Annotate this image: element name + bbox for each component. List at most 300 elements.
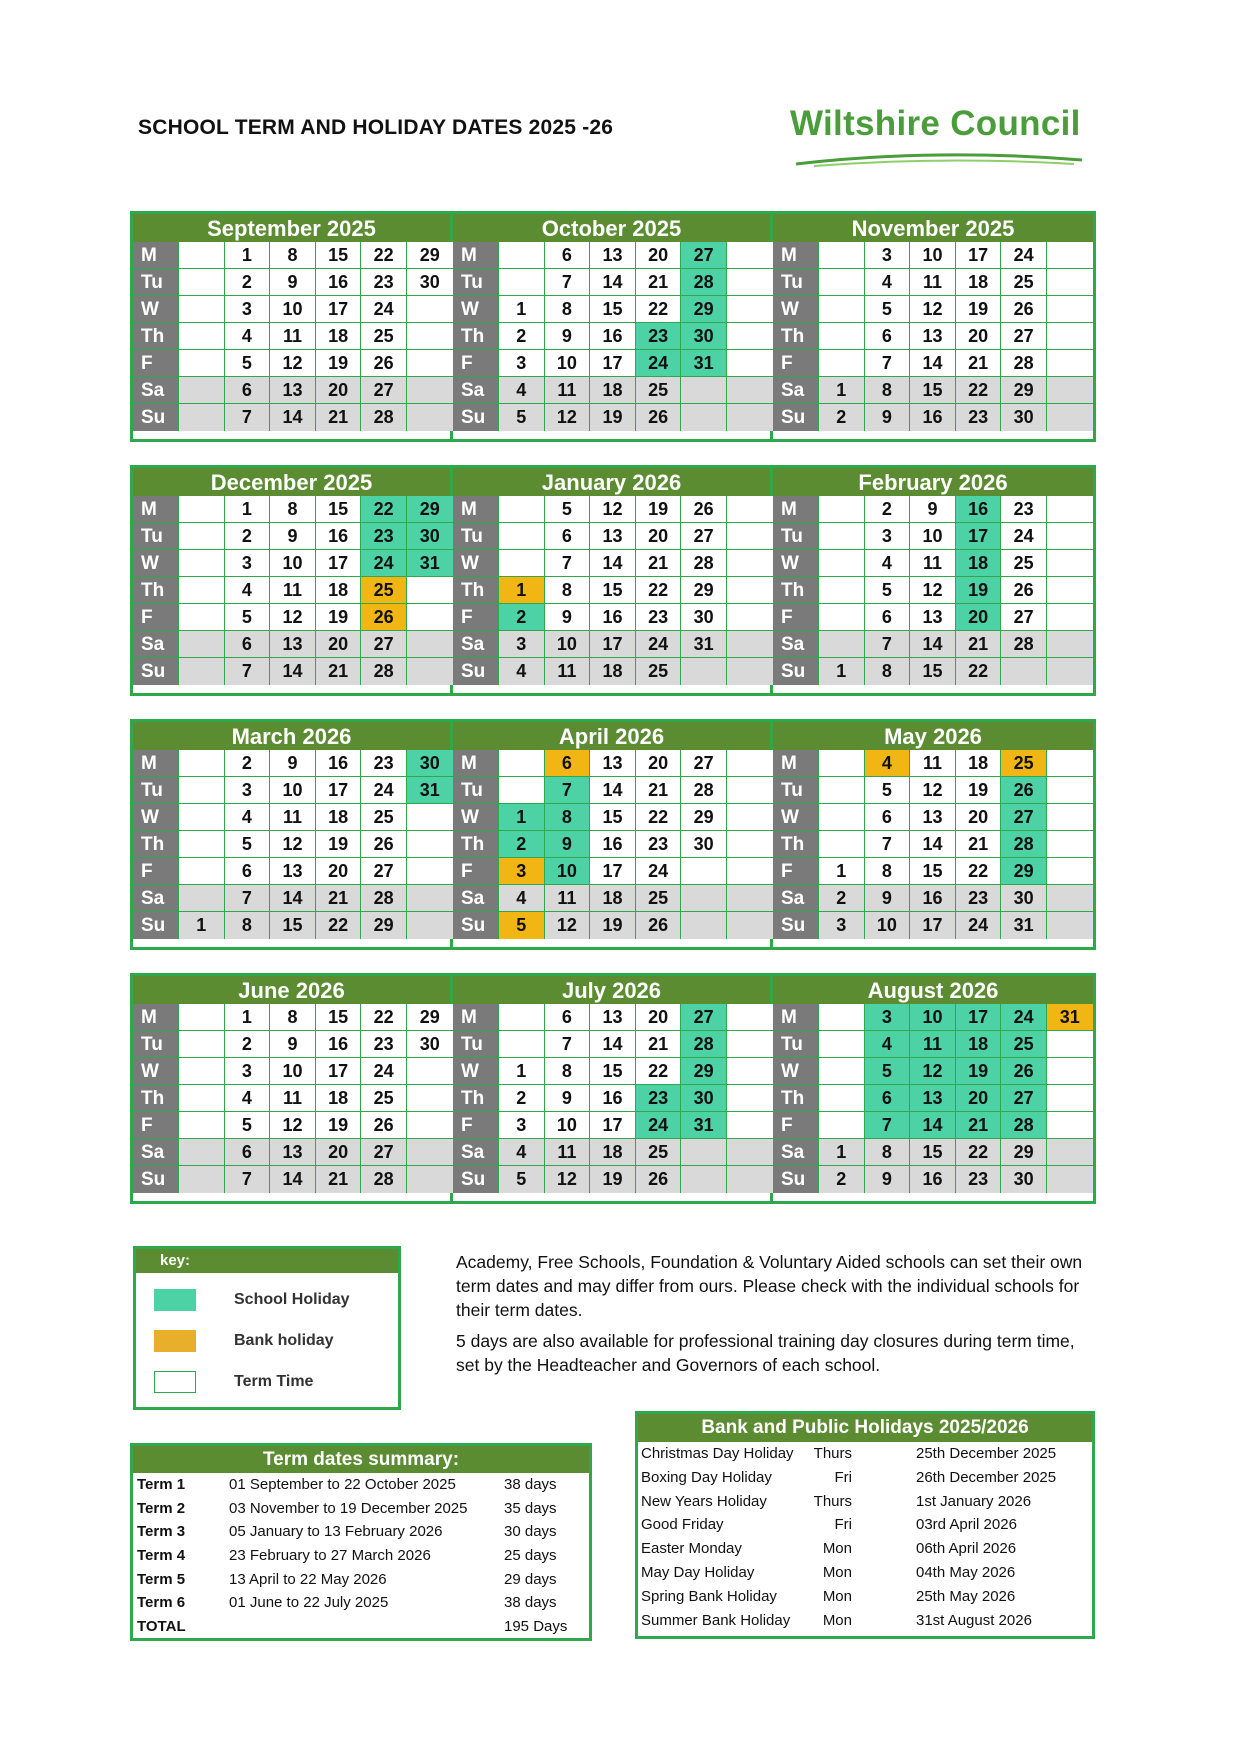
holiday-day: Mon [822,1611,852,1629]
date-cell: 20 [956,604,1002,631]
date-cell [819,604,865,631]
date-cell: 5 [865,1058,911,1085]
date-cell: 20 [956,323,1002,350]
date-cell [727,242,773,269]
month-title: April 2026 [453,722,770,750]
date-cell: 3 [499,631,545,658]
date-cell: 9 [270,1031,316,1058]
date-cell: 23 [361,1031,407,1058]
date-cell [179,269,225,296]
date-cell: 5 [865,777,911,804]
holiday-date: 1st January 2026 [916,1492,1032,1510]
date-cell: 15 [270,912,316,939]
date-cell [819,1004,865,1031]
date-cell [499,523,545,550]
day-name: W [453,1058,499,1085]
bank-holidays-table [635,1411,1095,1639]
date-cell [407,577,453,604]
holiday-row [638,1513,1092,1537]
date-cell: 15 [910,377,956,404]
date-cell: 11 [910,269,956,296]
date-cell [499,550,545,577]
date-cell: 3 [225,550,271,577]
day-name: Th [453,831,499,858]
date-cell: 3 [225,1058,271,1085]
date-cell: 22 [636,804,682,831]
date-cell: 10 [545,631,591,658]
date-cell: 19 [590,404,636,431]
date-cell: 13 [590,242,636,269]
date-cell: 27 [1001,1085,1047,1112]
date-cell: 11 [270,1085,316,1112]
date-cell: 9 [865,885,911,912]
date-cell: 19 [316,350,362,377]
date-cell: 31 [681,631,727,658]
day-name: Th [133,577,179,604]
date-cell: 21 [956,1112,1002,1139]
date-cell [1047,242,1093,269]
date-cell [727,1112,773,1139]
date-cell: 17 [590,350,636,377]
calendar-row [130,211,1096,442]
date-cell: 6 [225,631,271,658]
date-cell: 18 [956,269,1002,296]
date-cell: 9 [270,750,316,777]
date-cell [819,496,865,523]
date-cell [1047,885,1093,912]
date-cell: 9 [865,1166,911,1193]
date-cell: 10 [270,550,316,577]
day-name: Su [133,404,179,431]
date-cell: 29 [407,496,453,523]
date-cell: 25 [636,885,682,912]
date-cell: 3 [225,777,271,804]
school-holiday-swatch [154,1289,196,1311]
date-cell [1047,1058,1093,1085]
holiday-day: Thurs [813,1445,852,1462]
date-cell: 27 [361,858,407,885]
date-cell: 20 [636,523,682,550]
date-cell: 20 [956,804,1002,831]
date-cell: 17 [956,1004,1002,1031]
summary-days: 35 days [504,1499,557,1517]
date-cell: 19 [316,831,362,858]
date-cell [819,804,865,831]
date-cell [727,496,773,523]
day-name: F [133,1112,179,1139]
day-name: Th [773,831,819,858]
day-name: Su [773,404,819,431]
date-cell: 22 [956,858,1002,885]
summary-term: Term 1 [137,1476,186,1493]
holiday-date: 25th May 2026 [916,1587,1016,1605]
date-cell: 3 [499,858,545,885]
date-cell: 26 [1001,577,1047,604]
date-cell: 14 [270,1166,316,1193]
date-cell: 20 [316,858,362,885]
date-cell: 2 [225,1031,271,1058]
date-cell: 1 [499,804,545,831]
date-cell: 17 [316,550,362,577]
date-cell: 2 [819,885,865,912]
date-cell: 28 [361,885,407,912]
date-cell: 2 [225,750,271,777]
date-cell: 5 [499,1166,545,1193]
date-cell [819,350,865,377]
date-cell: 19 [316,1112,362,1139]
date-cell: 26 [361,604,407,631]
date-cell: 18 [590,1139,636,1166]
date-cell: 5 [225,604,271,631]
date-cell: 18 [956,1031,1002,1058]
day-name: W [453,296,499,323]
date-cell [1047,604,1093,631]
date-cell: 14 [590,777,636,804]
summary-range: 03 November to 19 December 2025 [229,1499,468,1517]
date-cell: 24 [361,296,407,323]
date-cell [727,404,773,431]
date-cell: 4 [865,550,911,577]
date-cell: 14 [910,350,956,377]
date-cell [727,1139,773,1166]
date-cell: 1 [225,242,271,269]
date-cell [407,377,453,404]
date-cell: 7 [545,777,591,804]
date-cell: 15 [590,296,636,323]
date-cell [727,912,773,939]
day-name: F [773,350,819,377]
date-cell: 22 [361,1004,407,1031]
month-title: May 2026 [773,722,1093,750]
date-cell: 10 [270,777,316,804]
summary-days: 38 days [504,1594,557,1612]
date-cell: 25 [361,804,407,831]
date-cell: 24 [636,631,682,658]
date-cell: 16 [316,750,362,777]
date-cell: 18 [316,323,362,350]
date-cell: 11 [545,377,591,404]
key-label: Bank holiday [234,1332,334,1349]
date-cell: 14 [270,404,316,431]
day-name: Sa [453,631,499,658]
date-cell: 9 [270,269,316,296]
date-cell: 16 [316,523,362,550]
date-cell: 18 [316,804,362,831]
date-cell: 10 [270,296,316,323]
date-cell [407,296,453,323]
date-cell: 17 [316,1058,362,1085]
date-cell [727,296,773,323]
month-title: September 2025 [133,214,450,242]
date-cell: 19 [956,1058,1002,1085]
date-cell: 19 [636,496,682,523]
date-cell: 24 [361,1058,407,1085]
date-cell: 11 [910,550,956,577]
date-cell: 4 [865,750,911,777]
date-cell: 1 [819,377,865,404]
date-cell: 9 [545,604,591,631]
date-cell [681,1139,727,1166]
day-name: F [453,858,499,885]
date-cell: 4 [499,658,545,685]
key-legend [133,1246,401,1410]
date-cell: 13 [270,631,316,658]
date-cell: 21 [636,777,682,804]
date-cell [681,858,727,885]
date-cell [1047,658,1093,685]
date-cell: 16 [316,269,362,296]
date-cell: 2 [499,831,545,858]
calendar-row [130,719,1096,950]
date-cell: 27 [681,1004,727,1031]
date-cell [1047,350,1093,377]
day-name: Tu [133,777,179,804]
date-cell: 29 [1001,377,1047,404]
date-cell [681,658,727,685]
date-cell: 9 [545,1085,591,1112]
date-cell: 23 [636,604,682,631]
date-cell [179,296,225,323]
day-name: Tu [773,523,819,550]
date-cell [179,350,225,377]
holiday-row [638,1490,1092,1514]
day-name: F [773,858,819,885]
month-block [453,976,773,1201]
date-cell: 10 [865,912,911,939]
date-cell: 7 [545,269,591,296]
date-cell: 11 [270,804,316,831]
date-cell: 6 [545,1004,591,1031]
date-cell: 26 [681,496,727,523]
date-cell [407,404,453,431]
holiday-day: Fri [834,1516,852,1534]
date-cell: 8 [865,658,911,685]
date-cell: 24 [636,1112,682,1139]
date-cell [727,885,773,912]
date-cell: 31 [407,777,453,804]
day-name: M [453,1004,499,1031]
holidays-title: Bank and Public Holidays 2025/2026 [638,1414,1092,1442]
date-cell [819,631,865,658]
date-cell: 12 [910,577,956,604]
date-cell [727,377,773,404]
day-name: Th [773,323,819,350]
month-block [773,214,1093,439]
date-cell [1047,1166,1093,1193]
date-cell: 30 [681,831,727,858]
summary-term: TOTAL [137,1618,186,1636]
date-cell: 6 [225,858,271,885]
date-cell [727,1058,773,1085]
holiday-name: Good Friday [641,1516,724,1534]
holiday-day: Mon [822,1587,852,1605]
date-cell: 15 [316,496,362,523]
month-block [773,468,1093,693]
date-cell [1047,577,1093,604]
date-cell: 2 [819,1166,865,1193]
date-cell: 24 [361,777,407,804]
month-block [133,976,453,1201]
summary-row [133,1497,589,1521]
date-cell: 14 [590,1031,636,1058]
holiday-row [638,1442,1092,1466]
date-cell: 11 [270,323,316,350]
date-cell [499,496,545,523]
calendar-row [130,973,1096,1204]
day-name: Tu [133,523,179,550]
date-cell [407,858,453,885]
day-name: Sa [133,631,179,658]
holiday-day: Mon [822,1563,852,1581]
day-name: Sa [773,1139,819,1166]
date-cell: 21 [636,269,682,296]
date-cell [407,831,453,858]
date-cell [1047,1139,1093,1166]
summary-days: 30 days [504,1523,557,1541]
date-cell [407,1058,453,1085]
date-cell [727,804,773,831]
date-cell: 2 [499,1085,545,1112]
date-cell: 12 [270,1112,316,1139]
date-cell: 20 [636,750,682,777]
date-cell: 7 [545,550,591,577]
day-name: F [453,350,499,377]
date-cell: 12 [545,404,591,431]
date-cell [681,1166,727,1193]
term-dates-summary [130,1443,592,1641]
date-cell [499,1031,545,1058]
date-cell: 28 [681,269,727,296]
date-cell: 30 [681,1085,727,1112]
date-cell: 14 [270,885,316,912]
date-cell [819,550,865,577]
date-cell: 4 [225,1085,271,1112]
date-cell: 11 [545,1139,591,1166]
date-cell: 7 [865,350,911,377]
date-cell [819,750,865,777]
date-cell [1047,296,1093,323]
date-cell: 6 [865,1085,911,1112]
date-cell: 20 [956,1085,1002,1112]
date-cell: 17 [956,523,1002,550]
date-cell: 9 [270,523,316,550]
day-name: F [453,1112,499,1139]
date-cell [727,1004,773,1031]
date-cell [407,1139,453,1166]
date-cell: 6 [225,377,271,404]
day-name: W [773,1058,819,1085]
date-cell: 28 [1001,831,1047,858]
month-title: January 2026 [453,468,770,496]
date-cell: 4 [499,885,545,912]
date-cell: 19 [590,1166,636,1193]
date-cell: 6 [865,804,911,831]
day-name: Sa [133,885,179,912]
date-cell [407,604,453,631]
day-name: M [773,750,819,777]
holiday-name: Spring Bank Holiday [641,1587,777,1605]
date-cell: 20 [636,242,682,269]
date-cell: 25 [1001,1031,1047,1058]
date-cell: 17 [956,242,1002,269]
date-cell: 21 [316,404,362,431]
date-cell: 21 [316,658,362,685]
date-cell: 27 [361,631,407,658]
day-name: Su [773,1166,819,1193]
date-cell: 15 [590,804,636,831]
date-cell: 3 [819,912,865,939]
date-cell [179,550,225,577]
date-cell: 25 [361,323,407,350]
date-cell: 12 [270,604,316,631]
date-cell [727,269,773,296]
date-cell: 2 [225,523,271,550]
holiday-name: May Day Holiday [641,1563,755,1581]
day-name: M [453,242,499,269]
date-cell [727,631,773,658]
date-cell: 10 [545,1112,591,1139]
key-title: key: [136,1249,398,1273]
date-cell: 26 [361,350,407,377]
day-name: Su [133,912,179,939]
date-cell [819,296,865,323]
bank-holiday-swatch [154,1330,196,1352]
date-cell [727,750,773,777]
date-cell [407,885,453,912]
date-cell: 30 [407,269,453,296]
holiday-date: 25th December 2025 [916,1445,1057,1462]
date-cell [179,1166,225,1193]
date-cell: 12 [545,912,591,939]
month-title: December 2025 [133,468,450,496]
date-cell [1047,377,1093,404]
date-cell: 29 [681,577,727,604]
date-cell [179,1004,225,1031]
summary-term: Term 5 [137,1570,186,1588]
date-cell: 18 [956,550,1002,577]
day-name: Su [133,1166,179,1193]
date-cell [819,831,865,858]
day-name: M [773,1004,819,1031]
date-cell: 23 [636,831,682,858]
date-cell: 22 [636,1058,682,1085]
day-name: M [133,1004,179,1031]
day-name: Th [133,1085,179,1112]
date-cell: 28 [681,1031,727,1058]
date-cell [407,631,453,658]
summary-range: 05 January to 13 February 2026 [229,1523,443,1541]
date-cell: 30 [407,750,453,777]
date-cell: 13 [270,1139,316,1166]
holiday-date: 31st August 2026 [916,1611,1032,1629]
date-cell: 27 [1001,323,1047,350]
date-cell: 29 [1001,858,1047,885]
date-cell [179,1058,225,1085]
note-training-days: 5 days are also available for professional training day closures during term time, set by the Headteacher and Governors of each school. [456,1331,1075,1375]
date-cell: 13 [910,1085,956,1112]
summary-term: Term 4 [137,1547,186,1565]
date-cell: 20 [316,377,362,404]
logo-text: Wiltshire Council [790,104,1081,143]
date-cell: 3 [225,296,271,323]
date-cell [819,269,865,296]
day-name: M [773,496,819,523]
date-cell [1047,1031,1093,1058]
date-cell [819,1031,865,1058]
date-cell: 20 [316,631,362,658]
date-cell: 13 [910,804,956,831]
date-cell: 30 [681,323,727,350]
